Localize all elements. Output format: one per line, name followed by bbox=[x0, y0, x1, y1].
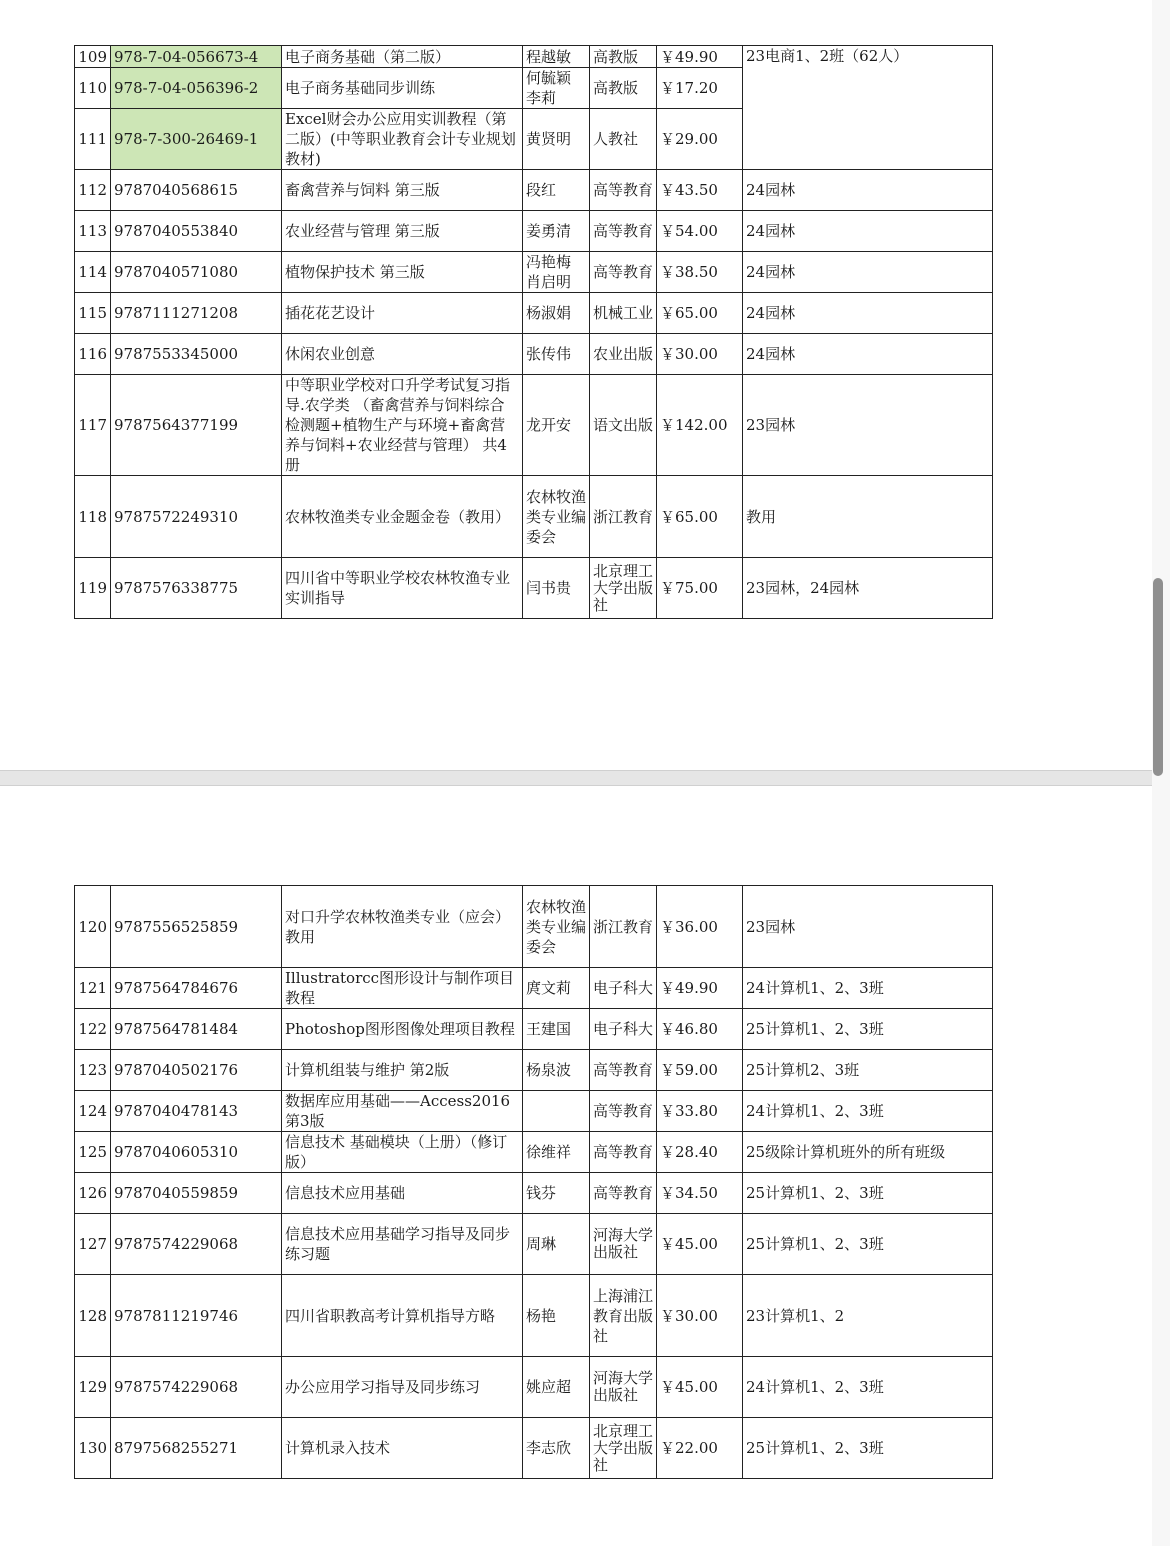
table-row bbox=[75, 1009, 993, 1050]
author-cell: 张传伟 bbox=[523, 334, 590, 375]
isbn-cell: 9787564377199 bbox=[111, 375, 282, 476]
author-cell: 杨艳 bbox=[523, 1275, 590, 1357]
title-cell: Illustratorcc图形设计与制作项目教程 bbox=[282, 968, 523, 1009]
author-cell: 李志欣 bbox=[523, 1418, 590, 1479]
isbn-cell: 9787040568615 bbox=[111, 170, 282, 211]
publisher-cell: 高等教育 bbox=[590, 1091, 657, 1132]
price-cell: ￥59.00 bbox=[657, 1050, 743, 1091]
isbn-cell: 9787556525859 bbox=[111, 886, 282, 968]
title-cell: 畜禽营养与饲料 第三版 bbox=[282, 170, 523, 211]
title-cell: 农业经营与管理 第三版 bbox=[282, 211, 523, 252]
table-row bbox=[75, 375, 993, 476]
publisher-cell: 河海大学出版社 bbox=[590, 1214, 657, 1275]
publisher-cell: 浙江教育 bbox=[590, 886, 657, 968]
isbn-cell: 9787564784676 bbox=[111, 968, 282, 1009]
table-row bbox=[75, 1275, 993, 1357]
table-row bbox=[75, 1357, 993, 1418]
row-number: 123 bbox=[75, 1050, 111, 1091]
classes-cell: 24计算机1、2、3班 bbox=[743, 1357, 993, 1418]
title-cell: 休闲农业创意 bbox=[282, 334, 523, 375]
classes-cell: 24园林 bbox=[743, 334, 993, 375]
author-cell: 何毓颖 李莉 bbox=[523, 68, 590, 109]
title-cell: 四川省职教高考计算机指导方略 bbox=[282, 1275, 523, 1357]
price-cell: ￥30.00 bbox=[657, 1275, 743, 1357]
price-cell: ￥142.00 bbox=[657, 375, 743, 476]
author-cell: 周琳 bbox=[523, 1214, 590, 1275]
row-number: 110 bbox=[75, 68, 111, 109]
author-cell: 程越敏 bbox=[523, 46, 590, 68]
table-row bbox=[75, 1132, 993, 1173]
author-cell: 庹文莉 bbox=[523, 968, 590, 1009]
row-number: 111 bbox=[75, 109, 111, 170]
classes-cell: 25计算机2、3班 bbox=[743, 1050, 993, 1091]
classes-cell: 24园林 bbox=[743, 252, 993, 293]
row-number: 126 bbox=[75, 1173, 111, 1214]
author-cell bbox=[523, 1091, 590, 1132]
classes-cell: 25计算机1、2、3班 bbox=[743, 1418, 993, 1479]
isbn-cell: 9787040571080 bbox=[111, 252, 282, 293]
table-row bbox=[75, 211, 993, 252]
table-row bbox=[75, 886, 993, 968]
row-number: 112 bbox=[75, 170, 111, 211]
classes-cell: 24计算机1、2、3班 bbox=[743, 1091, 993, 1132]
row-number: 127 bbox=[75, 1214, 111, 1275]
isbn-cell: 9787811219746 bbox=[111, 1275, 282, 1357]
row-number: 128 bbox=[75, 1275, 111, 1357]
isbn-cell: 9787040559859 bbox=[111, 1173, 282, 1214]
row-number: 116 bbox=[75, 334, 111, 375]
price-cell: ￥29.00 bbox=[657, 109, 743, 170]
price-cell: ￥28.40 bbox=[657, 1132, 743, 1173]
price-cell: ￥34.50 bbox=[657, 1173, 743, 1214]
row-number: 115 bbox=[75, 293, 111, 334]
classes-cell: 25级除计算机班外的所有班级 bbox=[743, 1132, 993, 1173]
title-cell: 植物保护技术 第三版 bbox=[282, 252, 523, 293]
isbn-cell: 9787576338775 bbox=[111, 558, 282, 619]
table-row bbox=[75, 558, 993, 619]
title-cell: 信息技术 基础模块（上册）（修订版） bbox=[282, 1132, 523, 1173]
price-cell: ￥46.80 bbox=[657, 1009, 743, 1050]
row-number: 117 bbox=[75, 375, 111, 476]
classes-cell: 24园林 bbox=[743, 211, 993, 252]
isbn-cell: 9787040478143 bbox=[111, 1091, 282, 1132]
title-cell: Photoshop图形图像处理项目教程 bbox=[282, 1009, 523, 1050]
classes-cell: 23园林，24园林 bbox=[743, 558, 993, 619]
publisher-cell: 高等教育 bbox=[590, 252, 657, 293]
classes-cell: 24园林 bbox=[743, 170, 993, 211]
title-cell: 中等职业学校对口升学考试复习指导.农学类 （畜禽营养与饲料综合检测题+植物生产与环境+畜禽营养与饲料+农业经营与管理） 共4册 bbox=[282, 375, 523, 476]
isbn-cell: 9787564781484 bbox=[111, 1009, 282, 1050]
publisher-cell: 高等教育 bbox=[590, 211, 657, 252]
classes-cell: 25计算机1、2、3班 bbox=[743, 1214, 993, 1275]
table-row bbox=[75, 1050, 993, 1091]
classes-cell: 25计算机1、2、3班 bbox=[743, 1009, 993, 1050]
classes-cell: 25计算机1、2、3班 bbox=[743, 1173, 993, 1214]
title-cell: 信息技术应用基础学习指导及同步练习题 bbox=[282, 1214, 523, 1275]
author-cell: 姜勇清 bbox=[523, 211, 590, 252]
textbook-table-page-2 bbox=[74, 885, 993, 1479]
title-cell: 信息技术应用基础 bbox=[282, 1173, 523, 1214]
author-cell: 姚应超 bbox=[523, 1357, 590, 1418]
title-cell: 四川省中等职业学校农林牧渔专业实训指导 bbox=[282, 558, 523, 619]
title-cell: 计算机录入技术 bbox=[282, 1418, 523, 1479]
publisher-cell: 农业出版 bbox=[590, 334, 657, 375]
textbook-table-page-1 bbox=[74, 45, 993, 619]
table-row bbox=[75, 46, 993, 68]
publisher-cell: 高等教育 bbox=[590, 1050, 657, 1091]
row-number: 130 bbox=[75, 1418, 111, 1479]
classes-cell: 24园林 bbox=[743, 293, 993, 334]
price-cell: ￥75.00 bbox=[657, 558, 743, 619]
price-cell: ￥45.00 bbox=[657, 1357, 743, 1418]
price-cell: ￥49.90 bbox=[657, 46, 743, 68]
row-number: 119 bbox=[75, 558, 111, 619]
title-cell: 计算机组装与维护 第2版 bbox=[282, 1050, 523, 1091]
row-number: 113 bbox=[75, 211, 111, 252]
publisher-cell: 高教版 bbox=[590, 46, 657, 68]
title-cell: 电子商务基础（第二版） bbox=[282, 46, 523, 68]
page-separator bbox=[0, 770, 1152, 786]
table-row bbox=[75, 334, 993, 375]
table-row bbox=[75, 1418, 993, 1479]
author-cell: 王建国 bbox=[523, 1009, 590, 1050]
table-row bbox=[75, 1091, 993, 1132]
price-cell: ￥45.00 bbox=[657, 1214, 743, 1275]
classes-cell: 教用 bbox=[743, 476, 993, 558]
publisher-cell: 电子科大 bbox=[590, 1009, 657, 1050]
table-row bbox=[75, 968, 993, 1009]
publisher-cell: 高等教育 bbox=[590, 170, 657, 211]
isbn-cell: 9787553345000 bbox=[111, 334, 282, 375]
isbn-cell: 978-7-04-056673-4 bbox=[111, 46, 282, 68]
author-cell: 农林牧渔类专业编委会 bbox=[523, 476, 590, 558]
row-number: 118 bbox=[75, 476, 111, 558]
author-cell: 闫书贵 bbox=[523, 558, 590, 619]
price-cell: ￥30.00 bbox=[657, 334, 743, 375]
author-cell: 钱芬 bbox=[523, 1173, 590, 1214]
table-row bbox=[75, 293, 993, 334]
table-row bbox=[75, 1214, 993, 1275]
publisher-cell: 浙江教育 bbox=[590, 476, 657, 558]
price-cell: ￥22.00 bbox=[657, 1418, 743, 1479]
price-cell: ￥65.00 bbox=[657, 476, 743, 558]
isbn-cell: 9787040553840 bbox=[111, 211, 282, 252]
table-row bbox=[75, 1173, 993, 1214]
publisher-cell: 人教社 bbox=[590, 109, 657, 170]
isbn-cell: 9787040502176 bbox=[111, 1050, 282, 1091]
publisher-cell: 河海大学出版社 bbox=[590, 1357, 657, 1418]
price-cell: ￥33.80 bbox=[657, 1091, 743, 1132]
row-number: 122 bbox=[75, 1009, 111, 1050]
title-cell: 电子商务基础同步训练 bbox=[282, 68, 523, 109]
isbn-cell: 9787111271208 bbox=[111, 293, 282, 334]
publisher-cell: 电子科大 bbox=[590, 968, 657, 1009]
publisher-cell: 高教版 bbox=[590, 68, 657, 109]
author-cell: 段红 bbox=[523, 170, 590, 211]
row-number: 109 bbox=[75, 46, 111, 68]
title-cell: 数据库应用基础——Access2016第3版 bbox=[282, 1091, 523, 1132]
title-cell: 农林牧渔类专业金题金卷（教用） bbox=[282, 476, 523, 558]
title-cell: 办公应用学习指导及同步练习 bbox=[282, 1357, 523, 1418]
author-cell: 农林牧渔类专业编委会 bbox=[523, 886, 590, 968]
row-number: 125 bbox=[75, 1132, 111, 1173]
isbn-cell: 8797568255271 bbox=[111, 1418, 282, 1479]
price-cell: ￥54.00 bbox=[657, 211, 743, 252]
author-cell: 徐维祥 bbox=[523, 1132, 590, 1173]
price-cell: ￥43.50 bbox=[657, 170, 743, 211]
isbn-cell: 978-7-300-26469-1 bbox=[111, 109, 282, 170]
title-cell: 对口升学农林牧渔类专业（应会）教用 bbox=[282, 886, 523, 968]
price-cell: ￥36.00 bbox=[657, 886, 743, 968]
author-cell: 黄贤明 bbox=[523, 109, 590, 170]
row-number: 114 bbox=[75, 252, 111, 293]
author-cell: 杨泉波 bbox=[523, 1050, 590, 1091]
table-row bbox=[75, 476, 993, 558]
classes-cell: 23园林 bbox=[743, 886, 993, 968]
publisher-cell: 语文出版 bbox=[590, 375, 657, 476]
title-cell: Excel财会办公应用实训教程（第二版）(中等职业教育会计专业规划教材) bbox=[282, 109, 523, 170]
publisher-cell: 高等教育 bbox=[590, 1132, 657, 1173]
pdf-page-1 bbox=[0, 0, 1152, 770]
pdf-page-2 bbox=[0, 786, 1152, 1546]
publisher-cell: 高等教育 bbox=[590, 1173, 657, 1214]
isbn-cell: 9787574229068 bbox=[111, 1357, 282, 1418]
publisher-cell: 机械工业 bbox=[590, 293, 657, 334]
price-cell: ￥17.20 bbox=[657, 68, 743, 109]
vertical-scrollbar-thumb[interactable] bbox=[1153, 578, 1163, 776]
author-cell: 杨淑娟 bbox=[523, 293, 590, 334]
publisher-cell: 上海浦江 教育出版社 bbox=[590, 1275, 657, 1357]
row-number: 129 bbox=[75, 1357, 111, 1418]
author-cell: 冯艳梅 肖启明 bbox=[523, 252, 590, 293]
isbn-cell: 9787040605310 bbox=[111, 1132, 282, 1173]
row-number: 120 bbox=[75, 886, 111, 968]
row-number: 121 bbox=[75, 968, 111, 1009]
classes-cell: 23园林 bbox=[743, 375, 993, 476]
isbn-cell: 978-7-04-056396-2 bbox=[111, 68, 282, 109]
price-cell: ￥38.50 bbox=[657, 252, 743, 293]
price-cell: ￥65.00 bbox=[657, 293, 743, 334]
isbn-cell: 9787574229068 bbox=[111, 1214, 282, 1275]
title-cell: 插花花艺设计 bbox=[282, 293, 523, 334]
author-cell: 龙开安 bbox=[523, 375, 590, 476]
isbn-cell: 9787572249310 bbox=[111, 476, 282, 558]
publisher-cell: 北京理工大学出版社 bbox=[590, 558, 657, 619]
table-row bbox=[75, 252, 993, 293]
table-row bbox=[75, 170, 993, 211]
publisher-cell: 北京理工大学出版社 bbox=[590, 1418, 657, 1479]
classes-cell: 24计算机1、2、3班 bbox=[743, 968, 993, 1009]
classes-cell: 23电商1、2班（62人） bbox=[743, 46, 993, 170]
classes-cell: 23计算机1、2 bbox=[743, 1275, 993, 1357]
price-cell: ￥49.90 bbox=[657, 968, 743, 1009]
row-number: 124 bbox=[75, 1091, 111, 1132]
